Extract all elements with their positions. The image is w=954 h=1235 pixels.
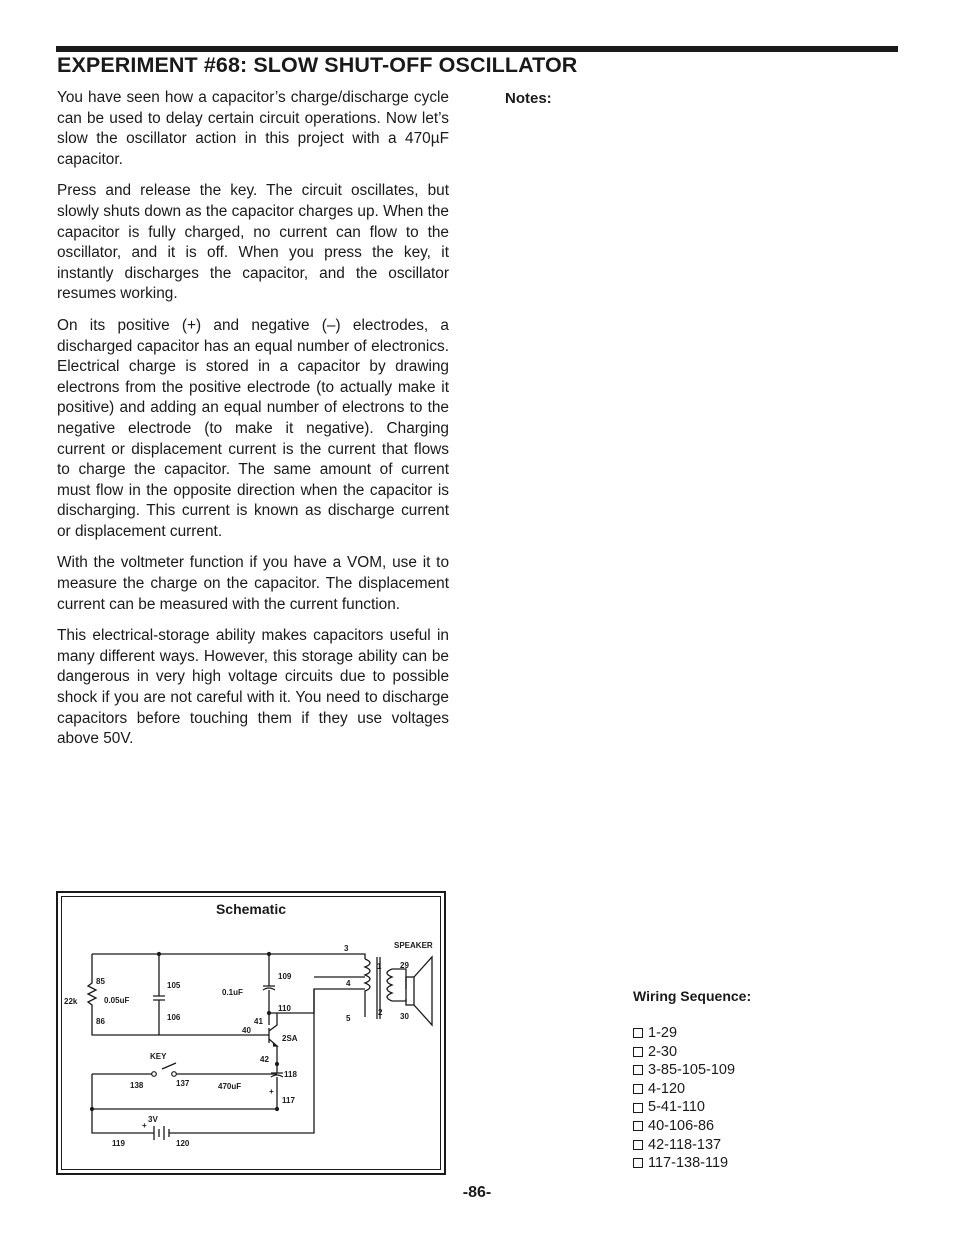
- notes-label: Notes:: [505, 90, 552, 107]
- checkbox-icon[interactable]: [633, 1158, 643, 1168]
- checkbox-icon[interactable]: [633, 1103, 643, 1113]
- wiring-item-label: 5-41-110: [648, 1099, 705, 1116]
- wire-top: [92, 954, 365, 959]
- wiring-item: [633, 1080, 751, 1099]
- transformer-secondary: [387, 969, 392, 1001]
- paragraph-2: Press and release the key. The circuit oscillates, but slowly shuts down as the capacitor charges up. When the capacitor is fully charged, no current can flow to the oscillator, and it is off. When you press the key, it instantly discharges the capacitor, and the oscillator resumes working.: [57, 182, 449, 303]
- wiring-item-label: 2-30: [648, 1043, 678, 1060]
- label-42: 42: [260, 1055, 269, 1064]
- wiring-item-label: 117-138-119: [648, 1155, 729, 1172]
- label-29: 29: [400, 961, 409, 970]
- checkbox-icon[interactable]: [633, 1028, 643, 1038]
- wiring-item-label: 3-85-105-109: [648, 1062, 736, 1079]
- label-cap3-plus: +: [269, 1087, 274, 1096]
- label-85: 85: [96, 977, 105, 986]
- label-cap1-value: 0.05uF: [104, 996, 130, 1005]
- wiring-item: [633, 1061, 751, 1080]
- wire-speaker: [392, 969, 406, 1001]
- schematic-diagram: [58, 893, 444, 1173]
- wiring-sequence: [633, 988, 751, 1173]
- paragraph-1: You have seen how a capacitor’s charge/discharge cycle can be used to delay certain circuit operations. Now let’s slow the oscillator action in this project with a 470µF capacitor.: [57, 89, 449, 168]
- key-switch: [92, 1063, 277, 1074]
- label-110: 110: [278, 1004, 291, 1013]
- label-109: 109: [278, 972, 292, 981]
- label-2: 2: [378, 1008, 383, 1017]
- speaker-cone: [414, 957, 432, 1025]
- label-cap3-value: 470uF: [218, 1082, 242, 1091]
- wiring-item-label: 4-120: [648, 1080, 686, 1097]
- label-41: 41: [254, 1017, 263, 1026]
- label-137: 137: [176, 1079, 190, 1088]
- label-138: 138: [130, 1081, 144, 1090]
- wire-cap2: [263, 954, 275, 1013]
- wiring-item-label: 42-118-137: [648, 1136, 722, 1153]
- label-cap2-value: 0.1uF: [222, 988, 243, 997]
- checkbox-icon[interactable]: [633, 1121, 643, 1131]
- body-text: [57, 88, 449, 761]
- label-40: 40: [242, 1026, 251, 1035]
- schematic-title: Schematic: [215, 901, 287, 917]
- checkbox-icon[interactable]: [633, 1084, 643, 1094]
- label-86: 86: [96, 1017, 105, 1026]
- page-title: EXPERIMENT #68: SLOW SHUT-OFF OSCILLATOR: [57, 53, 578, 77]
- label-117: 117: [282, 1096, 295, 1105]
- label-key: KEY: [150, 1052, 167, 1061]
- label-speaker: SPEAKER: [394, 941, 433, 950]
- speaker-body: [406, 977, 414, 1005]
- label-120: 120: [176, 1139, 190, 1148]
- wiring-item: [633, 1024, 751, 1043]
- wiring-item-label: 1-29: [648, 1025, 678, 1041]
- checkbox-icon[interactable]: [633, 1065, 643, 1075]
- wiring-item: [633, 1136, 751, 1155]
- wiring-item-label: 40-106-86: [648, 1117, 715, 1134]
- label-5: 5: [346, 1014, 351, 1023]
- wire-cap3: [271, 1064, 283, 1089]
- paragraph-5: This electrical-storage ability makes capacitors useful in many different ways. However, this storage ability can be dangerous in very high voltage circuits due to possible shock if you are not careful with it. You need to discharge capacitors before touching them if they use voltages above 50V.: [57, 627, 449, 748]
- wiring-item: [633, 1098, 751, 1117]
- label-106: 106: [167, 1013, 181, 1022]
- wiring-item: [633, 1117, 751, 1136]
- label-battery-plus: +: [142, 1121, 147, 1130]
- label-battery: 3V: [148, 1115, 158, 1124]
- wiring-title: Wiring Sequence:: [633, 988, 752, 1004]
- label-119: 119: [112, 1139, 125, 1148]
- checkbox-icon[interactable]: [633, 1047, 643, 1057]
- wiring-item: [633, 1043, 751, 1062]
- transformer-primary: [365, 959, 370, 1017]
- checkbox-icon[interactable]: [633, 1140, 643, 1150]
- wire-cap1: [153, 954, 165, 1035]
- label-4: 4: [346, 979, 351, 988]
- page-number: -86-: [462, 1184, 492, 1201]
- top-rule: [56, 46, 898, 52]
- paragraph-3: On its positive (+) and negative (–) electrodes, a discharged capacitor has an equal number of electronics. Electrical charge is stored in a capacitor by drawing electrons from the positive electrode (to actually make it positive) and adding an equal number of electrons to the negative electrode (to make it negative). Charging current or displacement current is the current that flows to charge the capacitor. The same amount of current must flow in the opposite direction when the capacitor is discharging. This current is known as discharge current or displacement current.: [57, 316, 449, 540]
- wiring-item: [633, 1154, 751, 1173]
- label-1: 1: [377, 962, 382, 971]
- label-30: 30: [400, 1012, 409, 1021]
- paragraph-4: With the voltmeter function if you have a VOM, use it to measure the charge on the capacitor. The displacement current can be measured with the current function.: [57, 554, 449, 613]
- schematic-figure: [56, 891, 446, 1175]
- label-transistor: 2SA: [282, 1034, 298, 1043]
- battery-symbol: [143, 1126, 183, 1140]
- label-22k: 22k: [64, 997, 78, 1006]
- label-118: 118: [284, 1070, 297, 1079]
- label-3: 3: [344, 944, 349, 953]
- label-105: 105: [167, 981, 181, 990]
